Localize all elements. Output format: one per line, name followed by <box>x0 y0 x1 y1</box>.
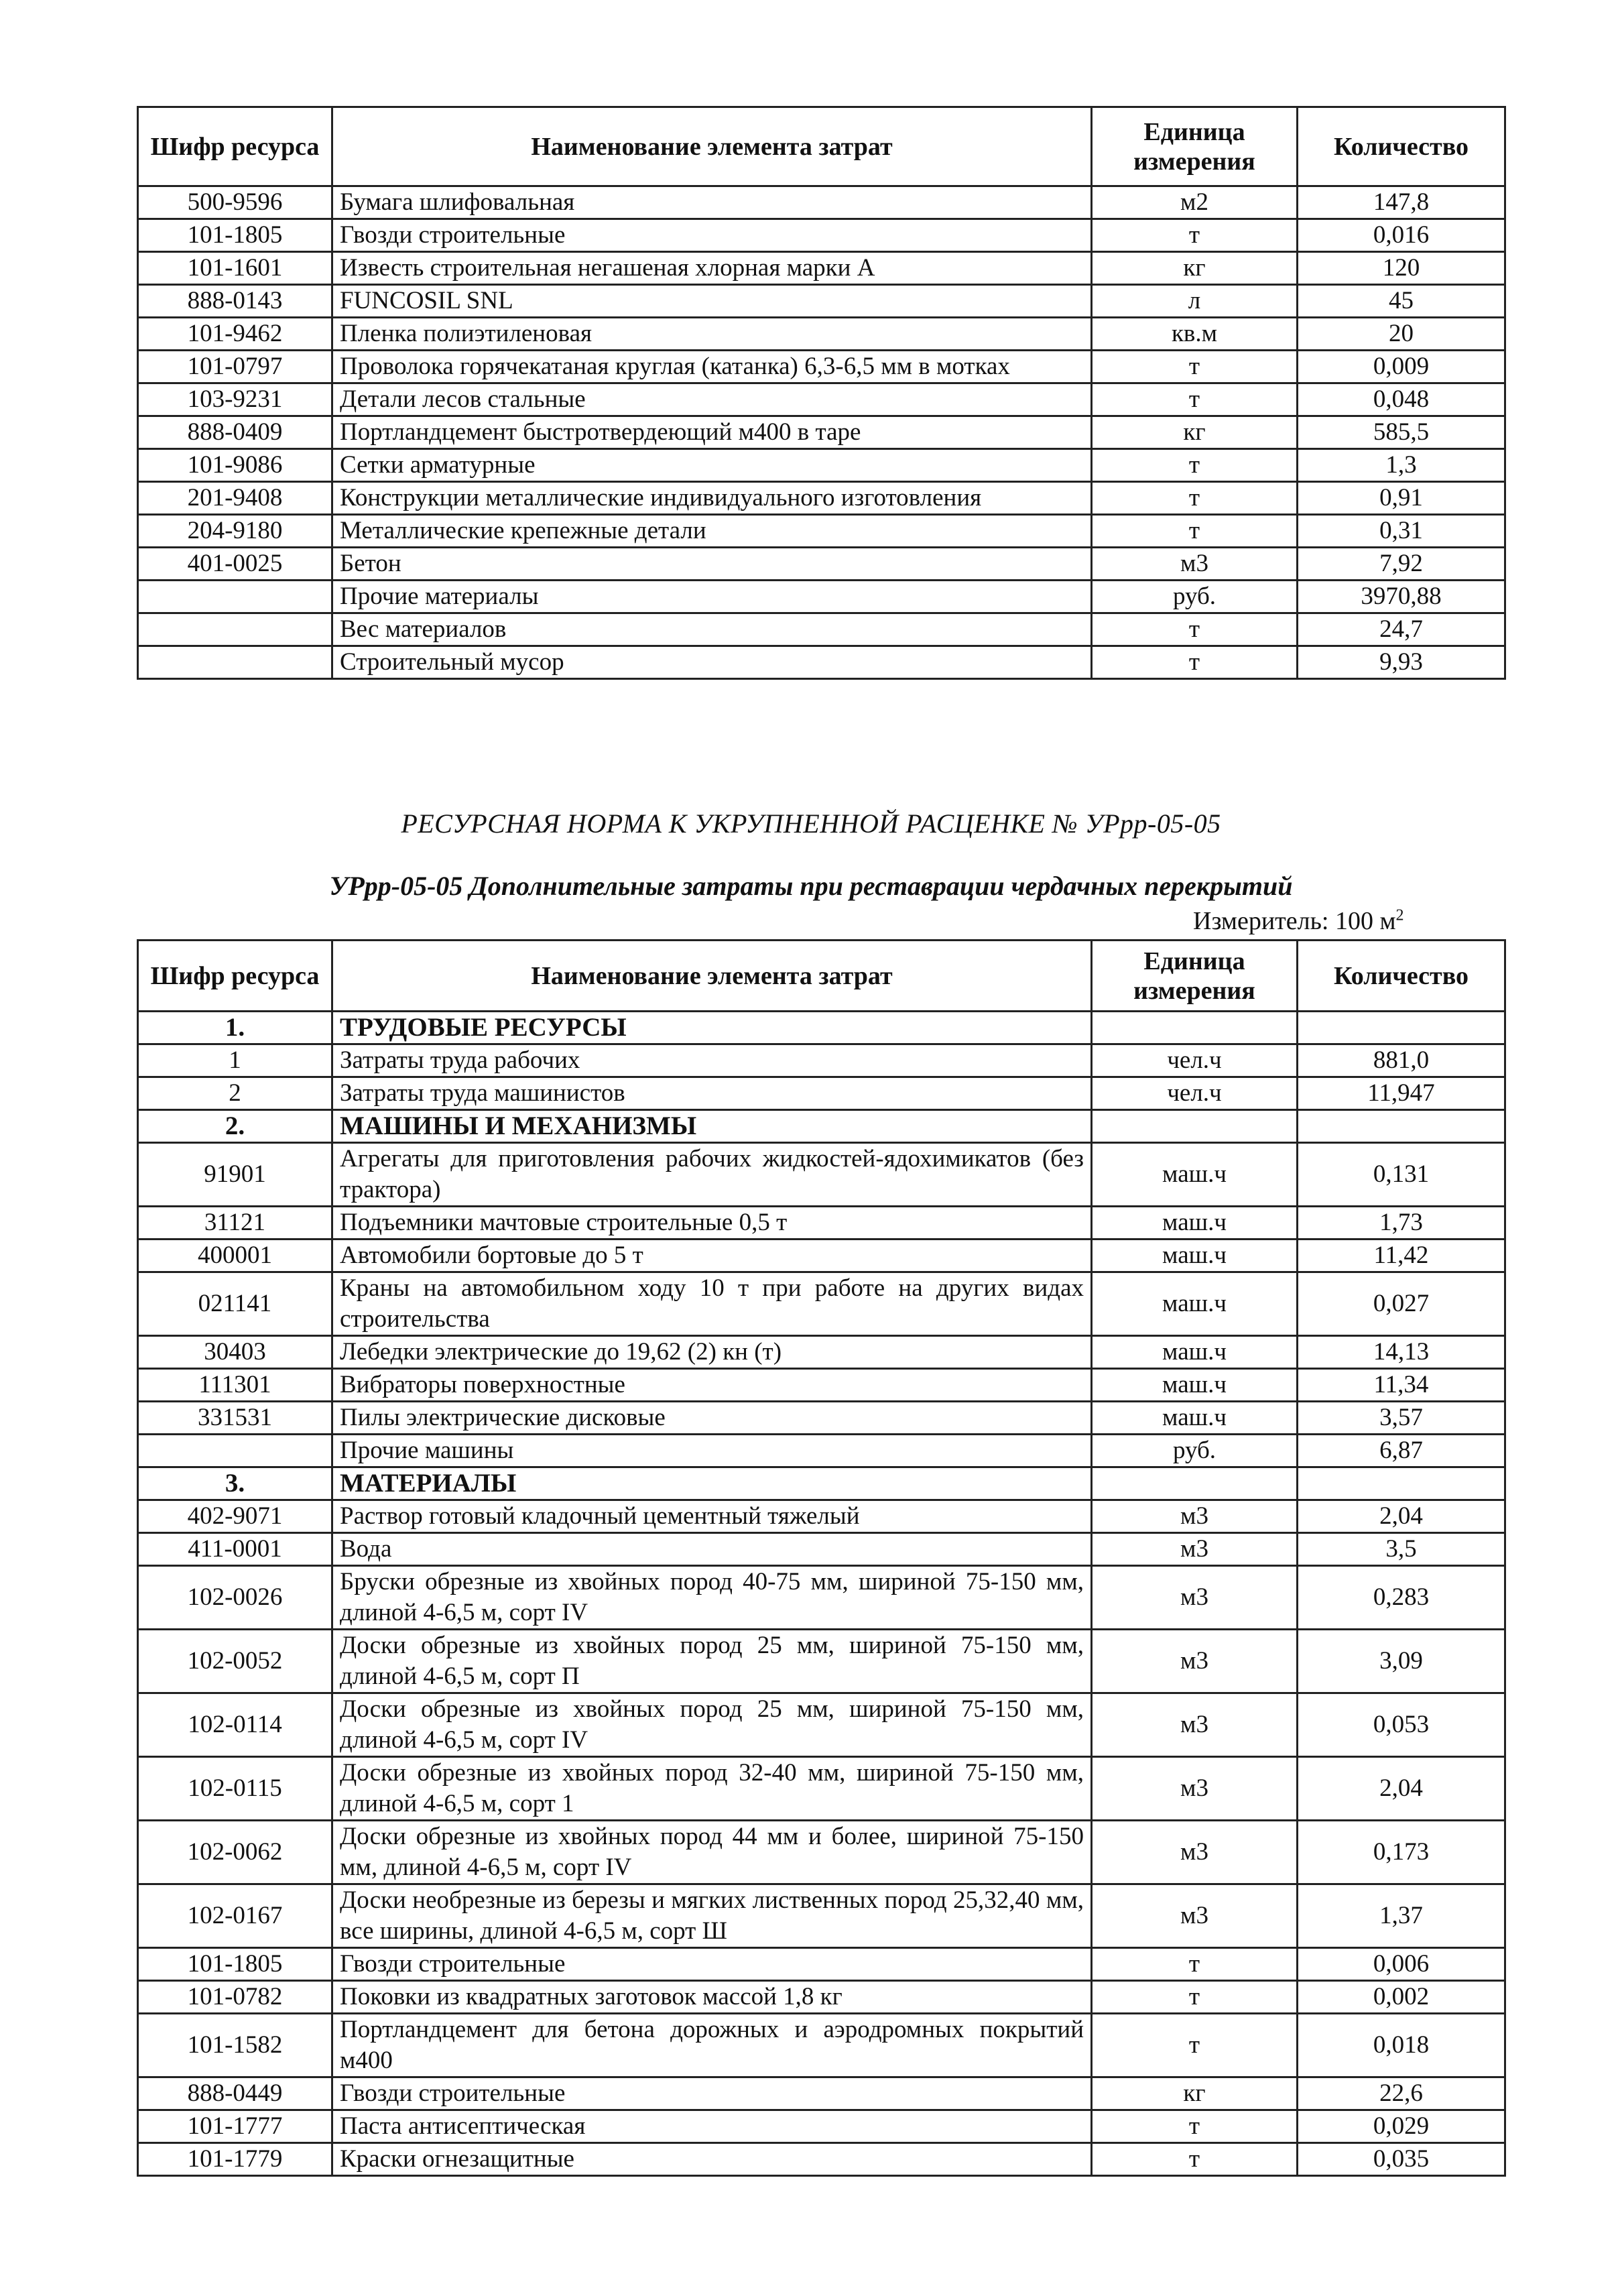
table-row <box>138 1435 1505 1467</box>
cell-name: Автомобили бортовые до 5 т <box>332 1240 1092 1272</box>
cell-name: Строительный мусор <box>332 646 1092 679</box>
table-row <box>138 1630 1505 1693</box>
resource-table-2 <box>137 939 1506 2177</box>
cell-unit <box>1092 1110 1298 1143</box>
cell-name: Агрегаты для приготовления рабочих жидкостей-ядохимикатов (без трактора) <box>332 1143 1092 1207</box>
cell-name: Подъемники мачтовые строительные 0,5 т <box>332 1207 1092 1240</box>
table-row <box>138 252 1505 285</box>
cell-qty: 0,035 <box>1298 2143 1505 2176</box>
cell-name: Металлические крепежные детали <box>332 515 1092 548</box>
cell-unit: кв.м <box>1092 318 1298 351</box>
cell-qty: 0,91 <box>1298 482 1505 515</box>
cell-qty: 20 <box>1298 318 1505 351</box>
cell-unit: т <box>1092 383 1298 416</box>
cell-qty: 0,009 <box>1298 351 1505 383</box>
table-body <box>138 186 1505 679</box>
cell-unit: кг <box>1092 416 1298 449</box>
cell-code: 102-0052 <box>138 1630 332 1693</box>
table-row <box>138 383 1505 416</box>
cell-qty: 585,5 <box>1298 416 1505 449</box>
header-name: Наименование элемента затрат <box>332 107 1092 186</box>
cell-name: Паста антисептическая <box>332 2110 1092 2143</box>
table-header-row <box>138 107 1505 186</box>
section-row <box>138 1012 1505 1044</box>
cell-unit: м3 <box>1092 1500 1298 1533</box>
cell-unit: т <box>1092 2143 1298 2176</box>
cell-unit: т <box>1092 351 1298 383</box>
table-row <box>138 1533 1505 1566</box>
cell-unit: м3 <box>1092 1693 1298 1757</box>
cell-name: Затраты труда рабочих <box>332 1044 1092 1077</box>
table-row <box>138 219 1505 252</box>
cell-unit: руб. <box>1092 1435 1298 1467</box>
cell-code: 888-0409 <box>138 416 332 449</box>
cell-unit: т <box>1092 1948 1298 1981</box>
cell-code: 411-0001 <box>138 1533 332 1566</box>
cell-qty: 0,283 <box>1298 1566 1505 1630</box>
cell-qty <box>1298 1012 1505 1044</box>
table-row <box>138 1821 1505 1884</box>
cell-qty: 14,13 <box>1298 1336 1505 1369</box>
cell-qty: 0,018 <box>1298 2014 1505 2077</box>
cell-qty: 0,029 <box>1298 2110 1505 2143</box>
cell-name: Прочие материалы <box>332 581 1092 613</box>
cell-code: 101-1777 <box>138 2110 332 2143</box>
table-row <box>138 1693 1505 1757</box>
cell-unit: м3 <box>1092 548 1298 581</box>
cell-unit: маш.ч <box>1092 1207 1298 1240</box>
header-qty: Количество <box>1298 107 1505 186</box>
cell-qty: 3970,88 <box>1298 581 1505 613</box>
cell-qty: 24,7 <box>1298 613 1505 646</box>
table-row <box>138 482 1505 515</box>
cell-code: 1 <box>138 1044 332 1077</box>
cell-qty: 0,131 <box>1298 1143 1505 1207</box>
cell-name: Пилы электрические дисковые <box>332 1402 1092 1435</box>
measure-unit-label: Измеритель: 100 м <box>1193 907 1396 935</box>
table-row <box>138 1272 1505 1336</box>
cell-code <box>138 646 332 679</box>
cell-code: 101-9086 <box>138 449 332 482</box>
table-row <box>138 2014 1505 2077</box>
cell-name: Гвозди строительные <box>332 2077 1092 2110</box>
cell-code: 31121 <box>138 1207 332 1240</box>
table-row <box>138 449 1505 482</box>
table-row <box>138 646 1505 679</box>
cell-unit: т <box>1092 515 1298 548</box>
cell-code: 3. <box>138 1467 332 1500</box>
section-row <box>138 1110 1505 1143</box>
cell-name: Лебедки электрические до 19,62 (2) кн (т) <box>332 1336 1092 1369</box>
cell-qty: 0,016 <box>1298 219 1505 252</box>
cell-code: 101-1601 <box>138 252 332 285</box>
table-row <box>138 1044 1505 1077</box>
cell-name: Портландцемент для бетона дорожных и аэродромных покрытий м400 <box>332 2014 1092 2077</box>
cell-code: 102-0062 <box>138 1821 332 1884</box>
cell-qty: 45 <box>1298 285 1505 318</box>
cell-unit <box>1092 1467 1298 1500</box>
cell-code: 103-9231 <box>138 383 332 416</box>
table-row <box>138 1981 1505 2014</box>
cell-qty: 0,31 <box>1298 515 1505 548</box>
cell-name: Краски огнезащитные <box>332 2143 1092 2176</box>
cell-qty: 2,04 <box>1298 1757 1505 1821</box>
table-row <box>138 2110 1505 2143</box>
cell-code: 102-0167 <box>138 1884 332 1948</box>
cell-qty: 0,027 <box>1298 1272 1505 1336</box>
cell-code: 021141 <box>138 1272 332 1336</box>
cell-name: Портландцемент быстротвердеющий м400 в таре <box>332 416 1092 449</box>
table-row <box>138 1336 1505 1369</box>
cell-name: Гвозди строительные <box>332 219 1092 252</box>
cell-unit: чел.ч <box>1092 1077 1298 1110</box>
cell-code: 101-1805 <box>138 1948 332 1981</box>
cell-qty: 2,04 <box>1298 1500 1505 1533</box>
cell-name: Конструкции металлические индивидуального изготовления <box>332 482 1092 515</box>
cell-qty: 0,053 <box>1298 1693 1505 1757</box>
cell-code: 888-0449 <box>138 2077 332 2110</box>
cell-unit: м3 <box>1092 1821 1298 1884</box>
cell-name: Детали лесов стальные <box>332 383 1092 416</box>
norm-subtitle: УРрр-05-05 Дополнительные затраты при реставрации чердачных перекрытий <box>329 871 1293 901</box>
cell-unit: м3 <box>1092 1884 1298 1948</box>
cell-unit: м3 <box>1092 1533 1298 1566</box>
table-row <box>138 1077 1505 1110</box>
cell-unit: маш.ч <box>1092 1336 1298 1369</box>
cell-code: 331531 <box>138 1402 332 1435</box>
table-row <box>138 515 1505 548</box>
cell-code: 101-0782 <box>138 1981 332 2014</box>
table-row <box>138 1948 1505 1981</box>
cell-name: Поковки из квадратных заготовок массой 1,8 кг <box>332 1981 1092 2014</box>
cell-qty: 6,87 <box>1298 1435 1505 1467</box>
cell-unit: руб. <box>1092 581 1298 613</box>
cell-name: Раствор готовый кладочный цементный тяжелый <box>332 1500 1092 1533</box>
cell-code: 102-0115 <box>138 1757 332 1821</box>
cell-qty: 0,006 <box>1298 1948 1505 1981</box>
cell-unit: т <box>1092 2014 1298 2077</box>
cell-name: Доски обрезные из хвойных пород 25 мм, шириной 75-150 мм, длиной 4-6,5 м, сорт П <box>332 1630 1092 1693</box>
table-body <box>138 1012 1505 2176</box>
table-row <box>138 318 1505 351</box>
cell-code <box>138 613 332 646</box>
cell-unit <box>1092 1012 1298 1044</box>
cell-code <box>138 581 332 613</box>
cell-qty: 1,73 <box>1298 1207 1505 1240</box>
table-row <box>138 1143 1505 1207</box>
cell-unit: т <box>1092 2110 1298 2143</box>
cell-name: МАШИНЫ И МЕХАНИЗМЫ <box>332 1110 1092 1143</box>
resource-table-1 <box>137 106 1506 680</box>
cell-unit: маш.ч <box>1092 1143 1298 1207</box>
cell-unit: т <box>1092 1981 1298 2014</box>
cell-code: 102-0026 <box>138 1566 332 1630</box>
cell-code: 101-1805 <box>138 219 332 252</box>
cell-qty: 3,5 <box>1298 1533 1505 1566</box>
cell-code: 101-1582 <box>138 2014 332 2077</box>
cell-name: Бруски обрезные из хвойных пород 40-75 мм, шириной 75-150 мм, длиной 4-6,5 м, сорт IV <box>332 1566 1092 1630</box>
cell-code: 111301 <box>138 1369 332 1402</box>
table-row <box>138 285 1505 318</box>
cell-qty <box>1298 1110 1505 1143</box>
cell-name: Известь строительная негашеная хлорная марки А <box>332 252 1092 285</box>
cell-unit: чел.ч <box>1092 1044 1298 1077</box>
cell-name: Сетки арматурные <box>332 449 1092 482</box>
cell-unit: л <box>1092 285 1298 318</box>
cell-unit: м3 <box>1092 1566 1298 1630</box>
cell-qty: 0,002 <box>1298 1981 1505 2014</box>
cell-unit: т <box>1092 449 1298 482</box>
cell-name: Вода <box>332 1533 1092 1566</box>
table-row <box>138 1240 1505 1272</box>
cell-unit: т <box>1092 613 1298 646</box>
cell-qty: 0,048 <box>1298 383 1505 416</box>
cell-unit: маш.ч <box>1092 1402 1298 1435</box>
table-row <box>138 1757 1505 1821</box>
table-row <box>138 2143 1505 2176</box>
table-row <box>138 548 1505 581</box>
cell-name: Пленка полиэтиленовая <box>332 318 1092 351</box>
cell-qty: 147,8 <box>1298 186 1505 219</box>
table-row <box>138 1884 1505 1948</box>
cell-code: 2. <box>138 1110 332 1143</box>
cell-code: 500-9596 <box>138 186 332 219</box>
cell-unit: кг <box>1092 2077 1298 2110</box>
header-unit: Единица измерения <box>1092 941 1298 1012</box>
cell-qty: 11,34 <box>1298 1369 1505 1402</box>
table-row <box>138 416 1505 449</box>
cell-code: 201-9408 <box>138 482 332 515</box>
table-row <box>138 613 1505 646</box>
cell-code: 204-9180 <box>138 515 332 548</box>
cell-qty: 7,92 <box>1298 548 1505 581</box>
cell-code: 30403 <box>138 1336 332 1369</box>
header-unit: Единица измерения <box>1092 107 1298 186</box>
cell-name: Доски обрезные из хвойных пород 44 мм и более, шириной 75-150 мм, длиной 4-6,5 м, сорт IV <box>332 1821 1092 1884</box>
cell-unit: т <box>1092 219 1298 252</box>
cell-name: Краны на автомобильном ходу 10 т при работе на других видах строительства <box>332 1272 1092 1336</box>
table-header-row <box>138 941 1505 1012</box>
table-row <box>138 1566 1505 1630</box>
cell-qty: 11,947 <box>1298 1077 1505 1110</box>
table-row <box>138 2077 1505 2110</box>
norm-title: РЕСУРСНАЯ НОРМА К УКРУПНЕННОЙ РАСЦЕНКЕ № УРрр-05-05 <box>401 808 1221 839</box>
cell-name: Доски обрезные из хвойных пород 32-40 мм, шириной 75-150 мм, длиной 4-6,5 м, сорт 1 <box>332 1757 1092 1821</box>
header-qty: Количество <box>1298 941 1505 1012</box>
cell-code: 101-0797 <box>138 351 332 383</box>
cell-code <box>138 1435 332 1467</box>
cell-name: Вес материалов <box>332 613 1092 646</box>
cell-unit: маш.ч <box>1092 1240 1298 1272</box>
table-row <box>138 1207 1505 1240</box>
cell-name: ТРУДОВЫЕ РЕСУРСЫ <box>332 1012 1092 1044</box>
section-row <box>138 1467 1505 1500</box>
cell-name: Затраты труда машинистов <box>332 1077 1092 1110</box>
cell-unit: маш.ч <box>1092 1272 1298 1336</box>
cell-unit: м3 <box>1092 1630 1298 1693</box>
table-row <box>138 581 1505 613</box>
cell-name: Вибраторы поверхностные <box>332 1369 1092 1402</box>
cell-qty: 0,173 <box>1298 1821 1505 1884</box>
cell-unit: т <box>1092 482 1298 515</box>
measure-unit-sup: 2 <box>1395 906 1404 924</box>
cell-name: Бумага шлифовальная <box>332 186 1092 219</box>
cell-code: 2 <box>138 1077 332 1110</box>
cell-qty: 881,0 <box>1298 1044 1505 1077</box>
cell-name: Проволока горячекатаная круглая (катанка) 6,3-6,5 мм в мотках <box>332 351 1092 383</box>
table-row <box>138 1369 1505 1402</box>
cell-code: 400001 <box>138 1240 332 1272</box>
cell-qty: 22,6 <box>1298 2077 1505 2110</box>
cell-code: 101-1779 <box>138 2143 332 2176</box>
cell-qty: 1,3 <box>1298 449 1505 482</box>
cell-qty: 9,93 <box>1298 646 1505 679</box>
cell-qty <box>1298 1467 1505 1500</box>
cell-code: 91901 <box>138 1143 332 1207</box>
cell-unit: м3 <box>1092 1757 1298 1821</box>
cell-code: 101-9462 <box>138 318 332 351</box>
table-row <box>138 351 1505 383</box>
cell-name: Бетон <box>332 548 1092 581</box>
cell-name: Доски обрезные из хвойных пород 25 мм, шириной 75-150 мм, длиной 4-6,5 м, сорт IV <box>332 1693 1092 1757</box>
table-row <box>138 1500 1505 1533</box>
table-row <box>138 186 1505 219</box>
cell-qty: 1,37 <box>1298 1884 1505 1948</box>
cell-code: 402-9071 <box>138 1500 332 1533</box>
cell-code: 102-0114 <box>138 1693 332 1757</box>
cell-code: 888-0143 <box>138 285 332 318</box>
cell-qty: 3,57 <box>1298 1402 1505 1435</box>
cell-name: FUNCOSIL SNL <box>332 285 1092 318</box>
cell-unit: кг <box>1092 252 1298 285</box>
cell-name: МАТЕРИАЛЫ <box>332 1467 1092 1500</box>
cell-qty: 3,09 <box>1298 1630 1505 1693</box>
cell-code: 401-0025 <box>138 548 332 581</box>
cell-name: Гвозди строительные <box>332 1948 1092 1981</box>
cell-unit: т <box>1092 646 1298 679</box>
cell-code: 1. <box>138 1012 332 1044</box>
cell-name: Прочие машины <box>332 1435 1092 1467</box>
header-name: Наименование элемента затрат <box>332 941 1092 1012</box>
cell-unit: маш.ч <box>1092 1369 1298 1402</box>
cell-qty: 120 <box>1298 252 1505 285</box>
measure-unit <box>1193 906 1404 936</box>
header-code: Шифр ресурса <box>138 941 332 1012</box>
header-code: Шифр ресурса <box>138 107 332 186</box>
cell-qty: 11,42 <box>1298 1240 1505 1272</box>
cell-name: Доски необрезные из березы и мягких лиственных пород 25,32,40 мм, все ширины, длиной 4-6,5 м, сорт Ш <box>332 1884 1092 1948</box>
table-row <box>138 1402 1505 1435</box>
cell-unit: м2 <box>1092 186 1298 219</box>
